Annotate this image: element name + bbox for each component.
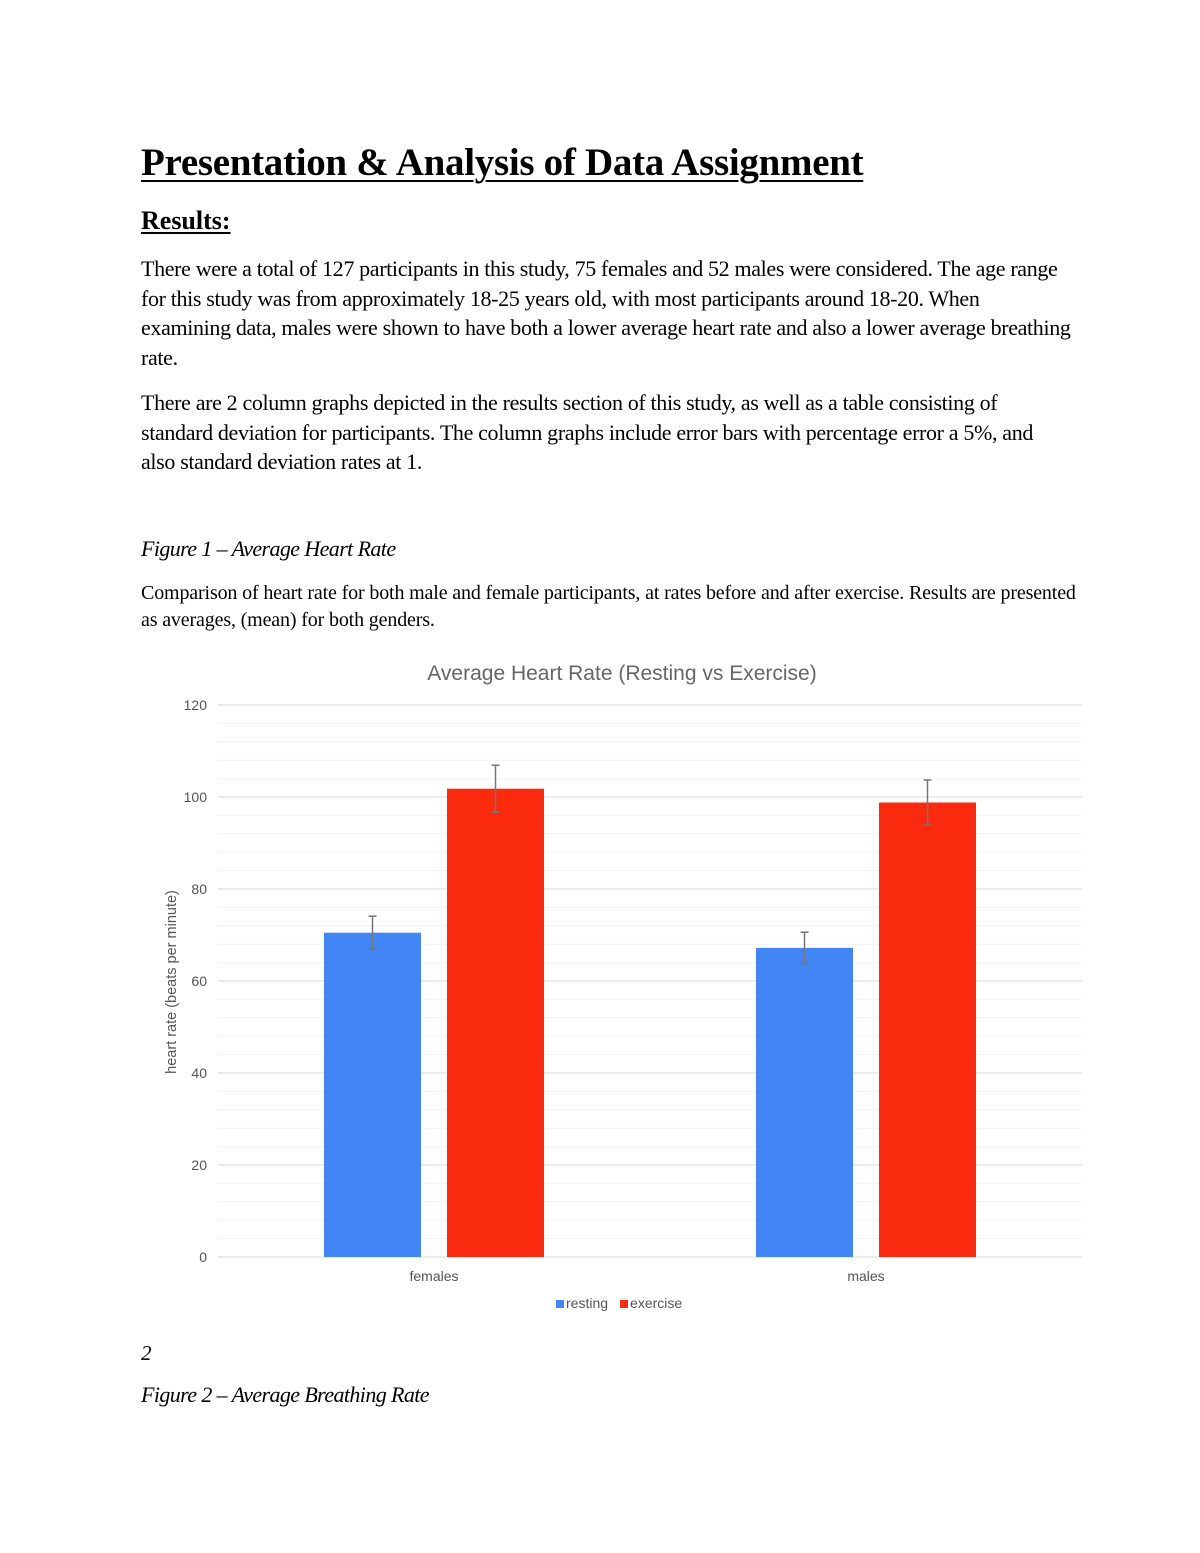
results-paragraph-2: There are 2 column graphs depicted in the results section of this study, as well as a table consisting of standard deviation for participants. The column graphs include error bars with percentage error a 5%, and also standard deviation rates at 1. <box>141 390 1033 475</box>
chart-title: Average Heart Rate (Resting vs Exercise) <box>427 662 817 685</box>
y-tick-label: 20 <box>191 1157 207 1173</box>
legend-label-exercise: exercise <box>630 1295 683 1311</box>
legend-swatch-resting <box>556 1300 564 1308</box>
document-title: Presentation & Analysis of Data Assignment <box>141 141 864 184</box>
y-tick-label: 100 <box>183 789 207 805</box>
bar-resting-males <box>756 948 853 1257</box>
bar-exercise-males <box>879 803 976 1257</box>
y-axis-tick-labels <box>184 697 208 1265</box>
figure-2-caption: Figure 2 – Average Breathing Rate <box>141 1382 429 1407</box>
legend-swatch-exercise <box>620 1300 628 1308</box>
results-heading: Results: <box>141 206 231 235</box>
chart-legend <box>556 1295 682 1311</box>
legend-label-resting: resting <box>566 1295 609 1311</box>
page-number: 2 <box>141 1341 152 1365</box>
figure-1-caption: Figure 1 – Average Heart Rate <box>141 536 396 561</box>
y-axis-label: heart rate (beats per minute) <box>164 890 180 1074</box>
x-axis-tick-labels <box>409 1268 884 1284</box>
x-tick-label: females <box>409 1268 459 1284</box>
results-paragraph-1: There were a total of 127 participants in this study, 75 females and 52 males were considered. The age range for this study was from approximately 18-25 years old, with most participants around 18-20. When examining data, males were shown to have both a lower average heart rate and also a lower average breathing rate. <box>141 256 1071 371</box>
y-tick-label: 0 <box>199 1249 207 1265</box>
bar-exercise-females <box>447 789 544 1257</box>
figure-1-description: Comparison of heart rate for both male and female participants, at rates before and after exercise. Results are presented as averages, (mean) for both genders. <box>141 582 1076 631</box>
bar-resting-females <box>324 933 421 1257</box>
x-tick-label: males <box>847 1268 885 1284</box>
y-tick-label: 40 <box>191 1065 207 1081</box>
y-tick-label: 80 <box>191 881 207 897</box>
y-tick-label: 60 <box>191 973 207 989</box>
y-tick-label: 120 <box>183 697 207 713</box>
